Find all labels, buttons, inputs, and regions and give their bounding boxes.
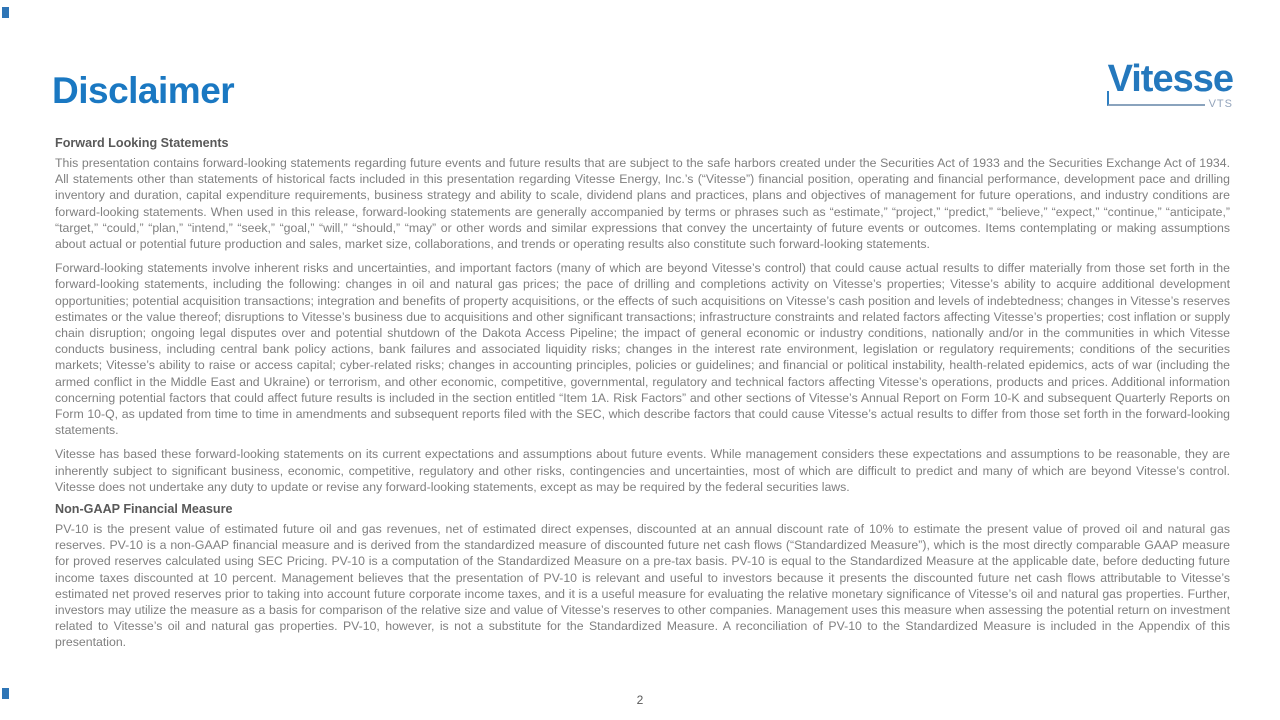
body-text — [55, 136, 1230, 659]
section-heading-non-gaap: Non-GAAP Financial Measure — [55, 502, 233, 517]
logo-ticker: VTS — [1208, 98, 1233, 110]
paragraph: PV-10 is the present value of estimated future oil and gas revenues, net of estimated direct expenses, discounted at an annual discount rate of 10% to estimate the present value of proved oil and natural gas reserves. PV-10 is a non-GAAP financial measure and is derived from the standardized measure of discounted future net cash flows (“Standardized Measure”), which is the most directly comparable GAAP measure for proved reserves calculated using SEC Pricing. PV-10 is a computation of the Standardized Measure on a pre-tax basis. PV-10 is equal to the Standardized Measure at the applicable date, before deducting future income taxes discounted at 10 percent. Management believes that the presentation of PV-10 is relevant and useful to investors because it presents the discounted future net cash flows attributable to Vitesse’s estimated net proved reserves prior to taking into account future corporate income taxes, and it is a useful measure for evaluating the relative monetary significance of Vitesse’s oil and natural gas properties. Further, investors may utilize the measure as a basis for comparison of the relative size and value of Vitesse’s reserves to other companies. Management uses this measure when assessing the potential return on investment related to Vitesse’s oil and natural gas properties. PV-10, however, is not a substitute for the Standardized Measure. A reconciliation of PV-10 to the Standardized Measure is included in the Appendix of this presentation. — [55, 522, 1230, 650]
logo-wordmark: Vitesse — [1107, 58, 1233, 100]
accent-bar-top — [2, 7, 9, 18]
paragraph: This presentation contains forward-looking statements regarding future events and future results that are subject to the safe harbors created under the Securities Act of 1933 and the Securities Exchange Act of 1934. All statements other than statements of historical facts included in this presentation regarding Vitesse Energy, Inc.’s (“Vitesse”) financial position, operating and financial performance, development pace and drilling inventory and duration, capital expenditure requirements, business strategy and ability to scale, dividend plans and practices, plans and objectives of management for future operations, and industry conditions are forward-looking statements. When used in this release, forward-looking statements are generally accompanied by terms or phrases such as “estimate,” “project,” “predict,” “believe,” “expect,” “continue,” “anticipate,” “target,” “could,” “plan,” “intend,” “seek,” “goal,” “will,” “should,” “may” or other words and similar expressions that convey the uncertainty of future events or outcomes. Items contemplating or making assumptions about actual or potential future production and sales, market size, collaborations, and trends or operating results also constitute such forward-looking statements. — [55, 156, 1230, 252]
paragraph: Vitesse has based these forward-looking statements on its current expectations and assumptions about future events. While management considers these expectations and assumptions to be reasonable, they are inherently subject to significant business, economic, competitive, regulatory and other risks, contingencies and uncertainties, most of which are difficult to predict and many of which are beyond Vitesse’s control. Vitesse does not undertake any duty to update or revise any forward-looking statements, except as may be required by the federal securities laws. — [55, 447, 1230, 494]
vitesse-logo — [1081, 58, 1233, 110]
page-title: Disclaimer — [52, 70, 235, 111]
logo-underline — [1107, 91, 1205, 106]
page-number: 2 — [636, 693, 644, 707]
paragraph: Forward-looking statements involve inherent risks and uncertainties, and important factors (many of which are beyond Vitesse’s control) that could cause actual results to differ materially from those set forth in the forward-looking statements, including the following: changes in oil and natural gas prices; the pace of drilling and completions activity on Vitesse’s properties; Vitesse’s ability to acquire additional development opportunities; potential acquisition transactions; integration and benefits of property acquisitions, or the effects of such acquisitions on Vitesse’s cash position and levels of indebtedness; changes in Vitesse’s reserves estimates or the value thereof; disruptions to Vitesse’s business due to acquisitions and other significant transactions; infrastructure constraints and related factors affecting Vitesse’s properties; cost inflation or supply chain disruption; ongoing legal disputes over and potential shutdown of the Dakota Access Pipeline; the impact of general economic or industry conditions, nationally and/or in the communities in which Vitesse conducts business, including central bank policy actions, bank failures and associated liquidity risks; changes in the interest rate environment, legislation or regulatory requirements; conditions of the securities markets; Vitesse’s ability to raise or access capital; cyber-related risks; changes in accounting principles, policies or guidelines; and financial or political instability, health-related epidemics, acts of war (including the armed conflict in the Middle East and Ukraine) or terrorism, and other economic, competitive, governmental, regulatory and technical factors affecting Vitesse’s operations, products and prices. Additional information concerning potential factors that could affect future results is included in the section entitled “Item 1A. Risk Factors” and other sections of Vitesse’s Annual Report on Form 10-K and subsequent Quarterly Reports on Form 10-Q, as updated from time to time in amendments and subsequent reports filed with the SEC, which describe factors that could cause Vitesse’s actual results to differ from those set forth in the forward-looking statements. — [55, 261, 1230, 438]
section-heading-forward-looking: Forward Looking Statements — [55, 136, 229, 150]
